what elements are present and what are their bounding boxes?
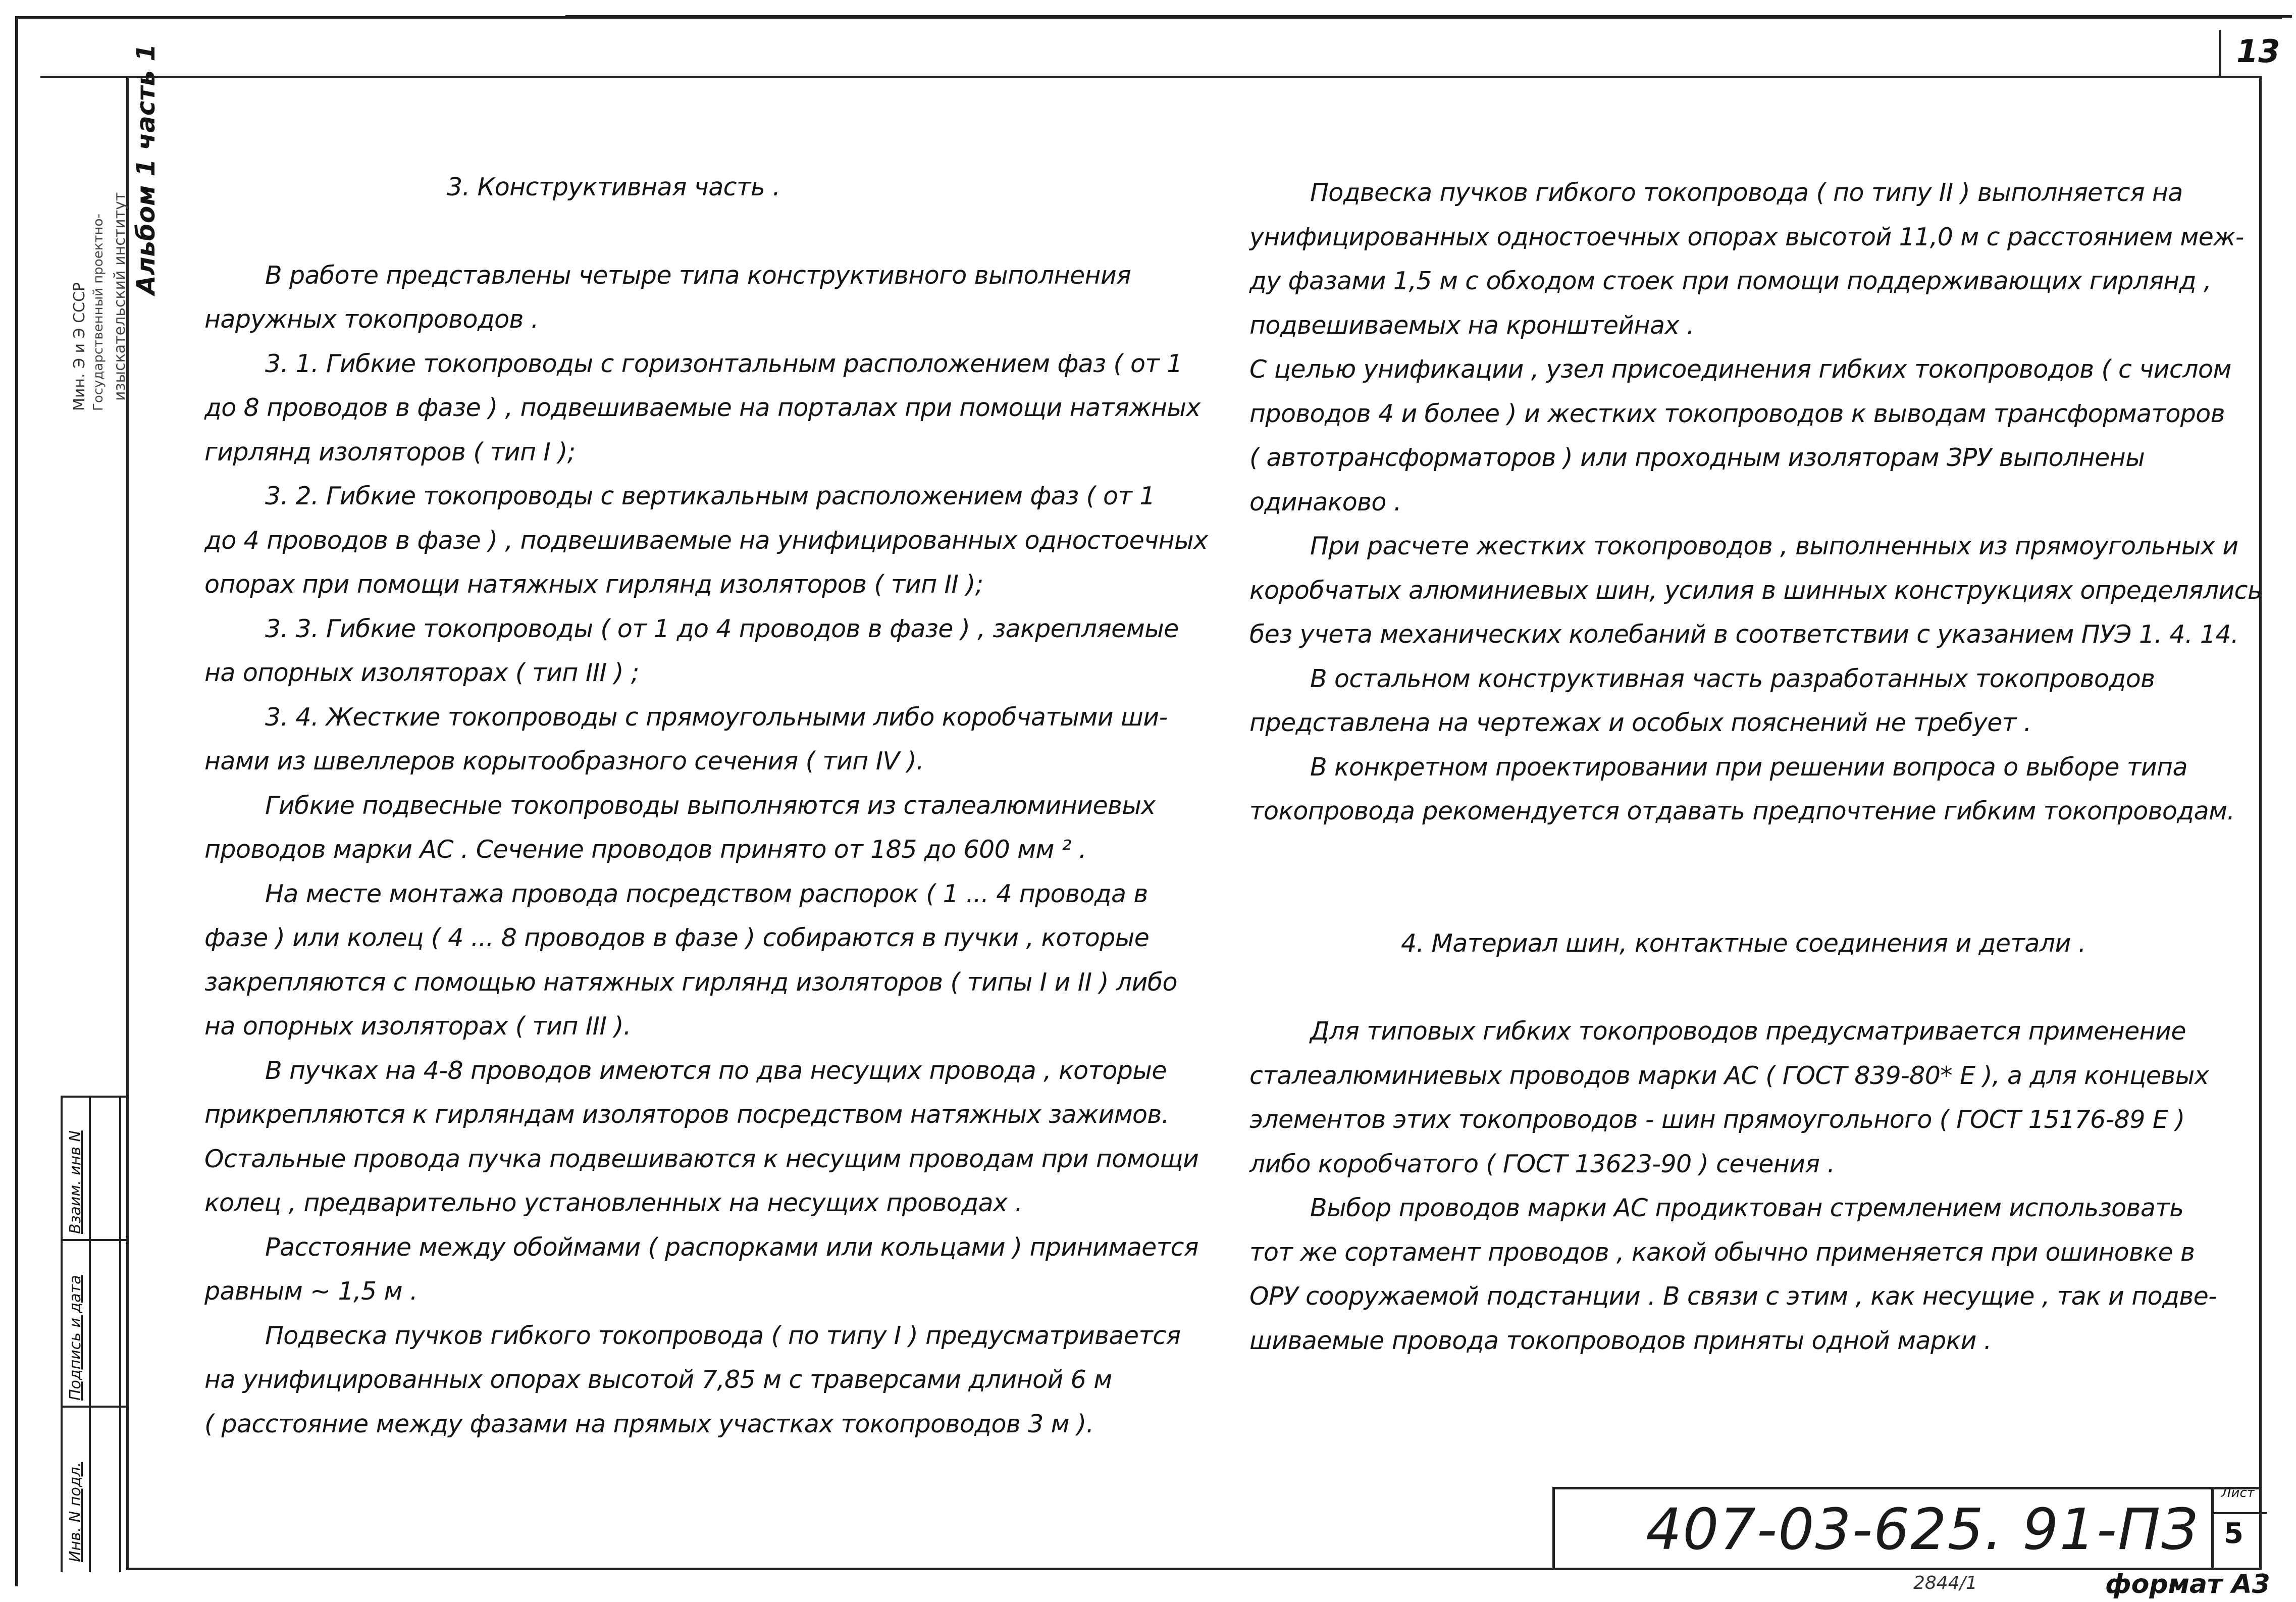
side-table-divider-2 xyxy=(61,1406,126,1408)
text-line: В конкретном проектировании при решении вопроса о выборе типа xyxy=(1310,752,2187,782)
text-line: 3. 2. Гибкие токопроводы с вертикальным расположением фаз ( от 1 xyxy=(265,482,1155,510)
text-line: одинаково . xyxy=(1249,487,1401,516)
text-line: ОРУ сооружаемой подстанции . В связи с этим , как несущие , так и подве- xyxy=(1249,1282,2217,1311)
text-line: Гибкие подвесные токопроводы выполняются из сталеалюминиевых xyxy=(265,791,1156,820)
side-table-col-2 xyxy=(91,1098,121,1572)
format-label: формат А3 xyxy=(2105,1569,2270,1599)
text-line: до 4 проводов в фазе ) , подвешиваемые на унифицированных одностоечных xyxy=(204,526,1208,555)
text-line: нами из швеллеров корытообразного сечения ( тип IV ). xyxy=(204,747,924,776)
text-line: ду фазами 1,5 м с обходом стоек при помощи поддерживающих гирлянд , xyxy=(1249,267,2211,295)
text-line: равным ~ 1,5 м . xyxy=(204,1277,418,1306)
text-line: токопровода рекомендуется отдавать предпочтение гибким токопроводам. xyxy=(1249,797,2235,825)
inv-no-label: Инв. N подл. xyxy=(67,1462,84,1562)
text-line: Подвеска пучков гибкого токопровода ( по типу I ) предусматривается xyxy=(265,1321,1181,1350)
text-line: на опорных изоляторах ( тип III ). xyxy=(204,1012,631,1041)
text-line: Выбор проводов марки АС продиктован стремлением использовать xyxy=(1310,1194,2184,1222)
text-line: 3. 4. Жесткие токопроводы с прямоугольными либо коробчатыми ши- xyxy=(265,702,1168,732)
side-approval-table xyxy=(61,1096,126,1572)
text-line: коробчатых алюминиевых шин, усилия в шинных конструкциях определялись xyxy=(1249,576,2262,605)
text-line: гирлянд изоляторов ( тип I ); xyxy=(204,437,576,467)
text-line: проводов марки АС . Сечение проводов принято от 185 до 600 мм ² . xyxy=(204,835,1086,864)
text-line: элементов этих токопроводов - шин прямоугольного ( ГОСТ 15176-89 Е ) xyxy=(1249,1105,2185,1134)
text-line: до 8 проводов в фазе ) , подвешиваемые на порталах при помощи натяжных xyxy=(204,393,1201,422)
text-line: без учета механических колебаний в соответствии с указанием ПУЭ 1. 4. 14. xyxy=(1249,620,2239,649)
left-stamp xyxy=(40,43,161,482)
text-line: прикрепляются к гирляндам изоляторов посредством натяжных зажимов. xyxy=(204,1100,1169,1129)
text-line: закрепляются с помощью натяжных гирлянд изоляторов ( типы I и II ) либо xyxy=(204,967,1177,997)
text-line: наружных токопроводов . xyxy=(204,305,539,334)
text-line: ( расстояние между фазами на прямых участках токопроводов 3 м ). xyxy=(204,1409,1094,1438)
text-line: фазе ) или колец ( 4 ... 8 проводов в фазе ) собираются в пучки , которые xyxy=(204,923,1150,952)
text-line: унифицированных одностоечных опорах высотой 11,0 м с расстоянием меж- xyxy=(1249,222,2244,251)
section-3-heading: 3. Конструктивная часть . xyxy=(447,173,780,201)
stamp-line-1: Мин. Э и Э СССР xyxy=(71,282,88,411)
text-line: В пучках на 4-8 проводов имеются по два несущих провода , которые xyxy=(265,1056,1167,1085)
text-line: на унифицированных опорах высотой 7,85 м с траверсами длиной 6 м xyxy=(204,1365,1112,1394)
text-line: сталеалюминиевых проводов марки АС ( ГОСТ 839-80* Е ), а для концевых xyxy=(1249,1061,2209,1090)
text-line: Остальные провода пучка подвешиваются к несущим проводам при помощи xyxy=(204,1144,1199,1173)
sheet-number-top: 13 xyxy=(2236,33,2280,70)
text-line: В работе представлены четыре типа конструктивного выполнения xyxy=(265,261,1131,290)
left-text-column xyxy=(204,165,1208,1446)
replaces-inv-label: Взаим. инв N xyxy=(67,1130,84,1234)
text-line: На месте монтажа провода посредством распорок ( 1 ... 4 провода в xyxy=(265,879,1148,908)
text-line: При расчете жестких токопроводов , выполненных из прямоугольных и xyxy=(1310,532,2238,560)
text-line: либо коробчатого ( ГОСТ 13623-90 ) сечения . xyxy=(1249,1149,1835,1178)
document-code: 407-03-625. 91-ПЗ xyxy=(1646,1497,2199,1563)
text-line: С целью унификации , узел присоединения гибких токопроводов ( с числом xyxy=(1249,355,2231,384)
section-4-heading: 4. Материал шин, контактные соединения и детали . xyxy=(1401,928,2086,958)
text-line: Подвеска пучков гибкого токопровода ( по типу II ) выполняется на xyxy=(1310,178,2183,207)
text-line: тот же сортамент проводов , какой обычно применяется при ошиновке в xyxy=(1249,1237,2195,1267)
stamp-line-3: изыскательский институт xyxy=(111,192,129,401)
text-line: шиваемые провода токопроводов приняты одной марки . xyxy=(1249,1326,1992,1355)
sheet-value: 5 xyxy=(2224,1517,2243,1550)
text-line: опорах при помощи натяжных гирлянд изоляторов ( тип II ); xyxy=(204,570,983,599)
text-line: колец , предварительно установленных на несущих проводах . xyxy=(204,1188,1023,1217)
text-line: 3. 1. Гибкие токопроводы с горизонтальным расположением фаз ( от 1 xyxy=(265,349,1182,378)
text-line: В остальном конструктивная часть разработанных токопроводов xyxy=(1310,664,2155,693)
text-line: подвешиваемых на кронштейнах . xyxy=(1249,311,1694,340)
inventory-note: 2844/1 xyxy=(1913,1573,1977,1593)
stamp-album: Альбом 1 часть 1 xyxy=(131,43,161,295)
text-line: представлена на чертежах и особых пояснений не требует . xyxy=(1249,708,2031,737)
text-line: проводов 4 и более ) и жестких токопроводов к выводам трансформаторов xyxy=(1249,399,2225,428)
text-line: Расстояние между обоймами ( распорками или кольцами ) принимается xyxy=(265,1232,1198,1262)
text-line: ( автотрансформаторов ) или проходным изоляторам ЗРУ выполнены xyxy=(1249,443,2145,472)
text-line: 3. 3. Гибкие токопроводы ( от 1 до 4 проводов в фазе ) , закрепляемые xyxy=(265,614,1179,643)
stamp-line-2: Государственный проектно- xyxy=(91,214,106,411)
sheet-label: Лист xyxy=(2221,1485,2255,1501)
right-text-column xyxy=(1249,171,2262,1363)
text-line: Для типовых гибких токопроводов предусматривается применение xyxy=(1310,1017,2186,1046)
text-line: на опорных изоляторах ( тип III ) ; xyxy=(204,658,639,687)
signature-date-label: Подпись и дата xyxy=(67,1275,84,1401)
side-table-divider-1 xyxy=(61,1239,126,1241)
